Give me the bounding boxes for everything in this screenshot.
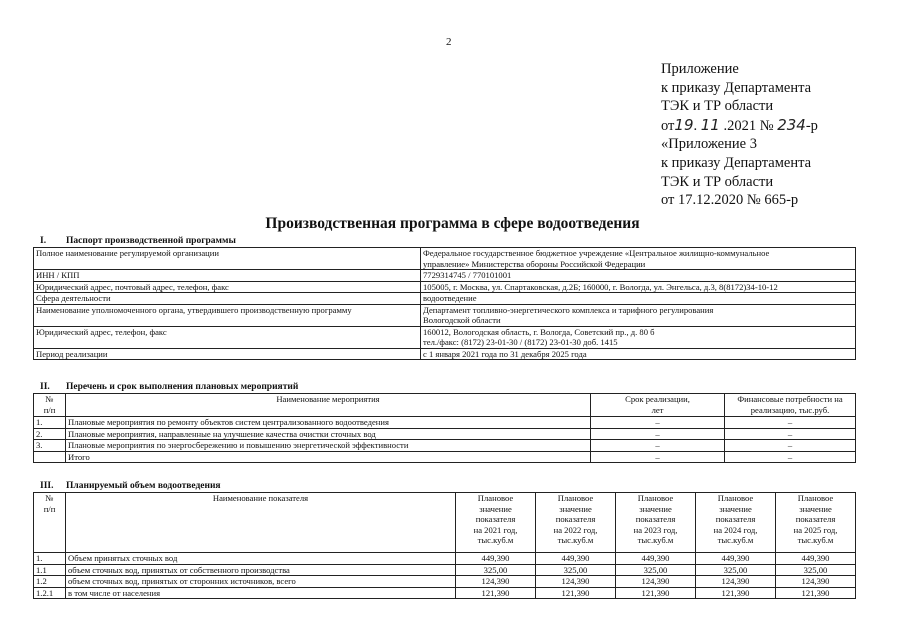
table-row: 2. Плановые мероприятия, направленные на улучшение качества очистки сточных вод – – xyxy=(34,428,856,440)
passport-label: Период реализации xyxy=(34,348,421,360)
table-row: 1. Объем принятых сточных вод 449,390 449,390 449,390 449,390 449,390 xyxy=(34,553,856,565)
passport-label: Юридический адрес, почтовый адрес, телефон, факс xyxy=(34,281,421,293)
table-row xyxy=(34,348,856,360)
passport-value: 160012, Вологодская область, г. Вологда, Советский пр., д. 80 б тел./факс: (8172) 23-01-30 / (8172) 23-01-30 доб. 1415 xyxy=(421,326,856,348)
section-1-heading: I. Паспорт производственной программы xyxy=(40,236,236,246)
passport-label: Юридический адрес, телефон, факс xyxy=(34,326,421,348)
passport-value: 105005, г. Москва, ул. Спартаковская, д.2Б; 160000, г. Вологда, ул. Энгельса, д.3, 8(8172)34-10-12 xyxy=(421,281,856,293)
table-header-row xyxy=(34,394,856,417)
table-row xyxy=(34,270,856,282)
passport-label: Сфера деятельности xyxy=(34,293,421,305)
appendix-line: к приказу Департамента xyxy=(661,79,812,96)
appendix-block xyxy=(661,60,818,210)
passport-value: Департамент топливно-энергетического комплекса и тарифного регулирования Вологодской области xyxy=(421,304,856,326)
appendix-line: «Приложение 3 xyxy=(661,136,757,153)
passport-label: Полное наименование регулируемой организации xyxy=(34,248,421,270)
col-header-name: Наименование мероприятия xyxy=(66,394,591,417)
appendix-line: ТЭК и ТР области xyxy=(661,98,774,115)
appendix-line: к приказу Департамента xyxy=(661,154,812,171)
table-row xyxy=(34,326,856,348)
table-row xyxy=(34,304,856,326)
passport-value: Федеральное государственное бюджетное учреждение «Центральное жилищно-коммунальное управление» Министерства обороны Российской Федерации xyxy=(421,248,856,270)
table-row: 1.2 объем сточных вод, принятых от сторонних источников, всего 124,390 124,390 124,390 124,390 124,390 xyxy=(34,576,856,588)
passport-label: Наименование уполномоченного органа, утвердившего производственную программу xyxy=(34,304,421,326)
page-number: 2 xyxy=(446,36,452,48)
table-row: 1.1 объем сточных вод, принятых от собственного производства 325,00 325,00 325,00 325,00 325,00 xyxy=(34,564,856,576)
section-2-heading: II. Перечень и срок выполнения плановых мероприятий xyxy=(40,382,299,392)
col-header-2021: Плановое значение показателя на 2021 год, тыс.куб.м xyxy=(456,493,536,553)
col-header-finance: Финансовые потребности на реализацию, тыс.руб. xyxy=(725,394,856,417)
col-header-term: Срок реализации, лет xyxy=(591,394,725,417)
passport-label: ИНН / КПП xyxy=(34,270,421,282)
table-row: 3. Плановые мероприятия по энергосбережению и повышению энергетической эффективности – – xyxy=(34,440,856,452)
col-header-2022: Плановое значение показателя на 2022 год, тыс.куб.м xyxy=(536,493,616,553)
table-row xyxy=(34,248,856,270)
table-row xyxy=(34,281,856,293)
appendix-line: от 17.12.2020 № 665-р xyxy=(661,192,799,209)
table-row: Итого – – xyxy=(34,451,856,463)
table-header-row xyxy=(34,493,856,553)
measures-table xyxy=(33,393,856,463)
volume-table xyxy=(33,492,856,599)
col-header-2024: Плановое значение показателя на 2024 год, тыс.куб.м xyxy=(696,493,776,553)
table-row: 1. Плановые мероприятия по ремонту объектов систем централизованного водоотведения – – xyxy=(34,417,856,429)
appendix-line: ТЭК и ТР области xyxy=(661,173,774,190)
passport-table xyxy=(33,247,856,360)
passport-value: водоотведение xyxy=(421,293,856,305)
passport-value: с 1 января 2021 года по 31 декабря 2025 года xyxy=(421,348,856,360)
table-row xyxy=(34,293,856,305)
handwritten-day: 19 xyxy=(674,115,694,134)
passport-value: 7729314745 / 770101001 xyxy=(421,270,856,282)
appendix-line: Приложение xyxy=(661,61,739,77)
col-header-2023: Плановое значение показателя на 2023 год, тыс.куб.м xyxy=(616,493,696,553)
appendix-date-line: от19. 11 .2021 № 234-р xyxy=(661,115,818,134)
handwritten-month: 11 xyxy=(700,115,720,134)
col-header-name: Наименование показателя xyxy=(66,493,456,553)
handwritten-number: 234 xyxy=(777,115,806,134)
document-title: Производственная программа в сфере водоотведения xyxy=(265,215,640,232)
col-header-2025: Плановое значение показателя на 2025 год, тыс.куб.м xyxy=(776,493,856,553)
col-header-number: № п/п xyxy=(34,493,66,553)
table-row: 1.2.1 в том числе от населения 121,390 121,390 121,390 121,390 121,390 xyxy=(34,587,856,599)
col-header-number: № п/п xyxy=(34,394,66,417)
section-3-heading: III. Планируемый объем водоотведения xyxy=(40,481,221,491)
